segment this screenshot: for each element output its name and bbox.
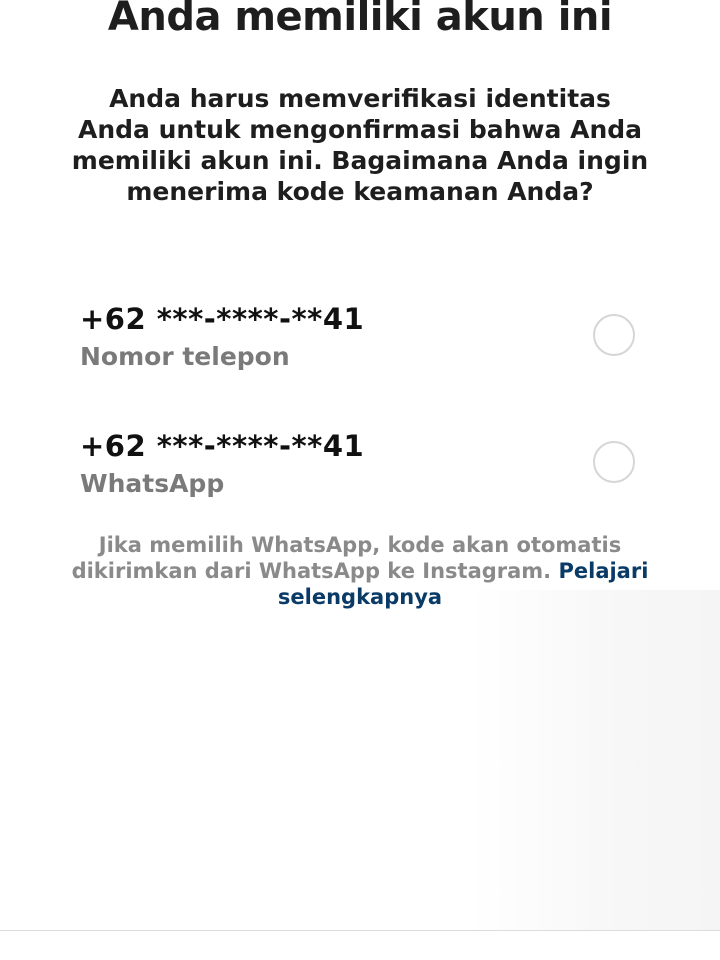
whatsapp-label: WhatsApp [80,469,225,498]
whatsapp-radio[interactable] [593,441,635,483]
option-phone-number[interactable] [80,296,680,396]
phone-number-radio[interactable] [593,314,635,356]
page-description: Anda harus memverifikasi identitas Anda untuk mengonfirmasi bahwa Anda memiliki akun ini. Bagaimana Anda ingin menerima kode keamanan Anda? [71,84,649,206]
option-whatsapp[interactable] [80,423,680,523]
background-shade [470,590,720,930]
phone-number-label: Nomor telepon [80,342,290,371]
bottom-divider [0,930,720,931]
phone-number-value: +62 ***-****-**41 [80,302,365,336]
learn-more-link[interactable]: Pelajari selengkapnya [277,559,649,609]
page-title: Anda memiliki akun ini [107,0,613,40]
whatsapp-note [60,532,660,610]
whatsapp-note-text: Jika memilih WhatsApp, kode akan otomatis dikirimkan dari WhatsApp ke Instagram. [71,533,622,583]
whatsapp-number-value: +62 ***-****-**41 [80,429,365,463]
